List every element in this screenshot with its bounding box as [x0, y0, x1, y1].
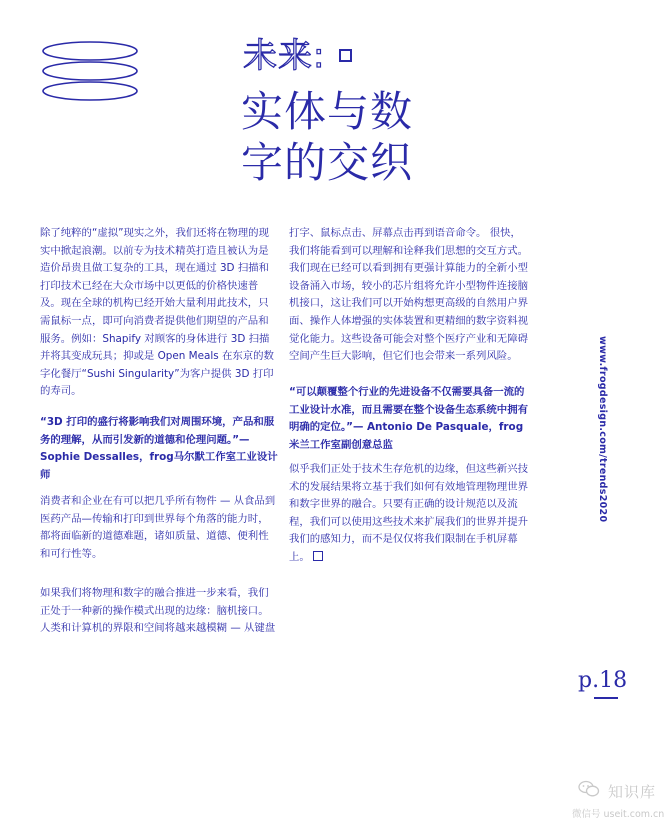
page-title	[241, 86, 501, 188]
title-outline	[243, 36, 352, 76]
watermark	[572, 780, 670, 824]
logo-rings-icon	[40, 40, 140, 102]
watermark-sub: 微信号 useit.com.cn	[572, 809, 665, 820]
left-paragraph-2-block	[40, 493, 278, 563]
title-line-2: 字的交织	[241, 138, 414, 187]
page-number: p.18	[578, 668, 628, 693]
end-square-icon	[313, 551, 323, 561]
watermark-name: 知识库	[608, 783, 657, 801]
left-paragraph-1: 除了纯粹的“虚拟”现实之外，我们还将在物理的现实中掀起浪潮。以前专为技术精英打造且被认为是造价昂贵且做工复杂的工具，现在通过 3D 扫描和打印技术已经在大众市场中以更低的价格快速普及。现在全球的机构已经开始大量利用此技术，只需鼠标一点，即可向消费者提供他们期望的产品和服务。例如：Shapify 对顾客的身体进行 3D 扫描并将其变成玩具；抑或是 Open Meals 在东京的数字化餐厅“Sushi Singularity”为客户提供 3D 打印的寿司。	[40, 227, 274, 398]
square-icon	[339, 49, 352, 62]
wechat-icon	[578, 780, 600, 798]
left-quote	[40, 414, 278, 484]
right-paragraph-1: 打字、鼠标点击、屏幕点击再到语音命令。 很快，我们将能看到可以理解和诠释我们思想的交互方式。我们现在已经可以看到拥有更强计算能力的全新小型设备涌入市场，较小的芯片组将允许小型物件连接脑机接口，这让我们可以开始构想更高级的自然用户界面、操作人体增强的实体装置和更精细的数字资料视觉化能力。这些设备可能会对整个医疗产业和无障碍空间产生巨大影响，但它们也会带来一系列风险。	[289, 227, 528, 363]
quote-text-1: “3D 打印的盛行将影响我们对周围环境，产品和服务的理解，从而引发新的道德和伦理问题。”— Sophie Dessalles，frog马尔默工作室工业设计师	[40, 416, 278, 481]
right-column	[289, 225, 529, 366]
title-line-1: 实体与数	[241, 87, 414, 136]
left-paragraph-3-block	[40, 585, 278, 638]
website-url: www.frogdesign.com/trends2020	[597, 336, 608, 523]
quote-text-2: “可以颠覆整个行业的先进设备不仅需要具备一流的工业设计水准，而且需要在整个设备生态系统中拥有明确的定位。”— Antonio De Pasquale，frog 米兰工作室副创意总监	[289, 386, 528, 451]
right-paragraph-2-block	[289, 461, 529, 567]
url-vertical	[596, 336, 610, 523]
left-column	[40, 225, 278, 401]
left-paragraph-2: 消费者和企业在有可以把几乎所有物件 — 从食品到医药产品—传输和打印到世界每个角落的能力时，都将面临新的道德难题，诸如质量、道德、便利性和可行性等。	[40, 495, 276, 560]
left-paragraph-3: 如果我们将物理和数字的融合推进一步来看，我们正处于一种新的操作模式出现的边缘：脑机接口。人类和计算机的界限和空间将越来越模糊 — 从键盘	[40, 587, 276, 635]
right-paragraph-2: 似乎我们正处于技术生存危机的边缘，但这些新兴技术的发展结果将立基于我们如何有效地管理物理世界和数字世界的融合。只要有正确的设计规范以及流程，我们可以使用这些技术来扩展我们的世界并提升我们的感知力，而不是仅仅将我们限制在手机屏幕上。	[289, 463, 528, 563]
right-quote	[289, 384, 529, 454]
page-number-underline	[594, 697, 618, 699]
title-outline-text: 未来:	[243, 36, 326, 76]
